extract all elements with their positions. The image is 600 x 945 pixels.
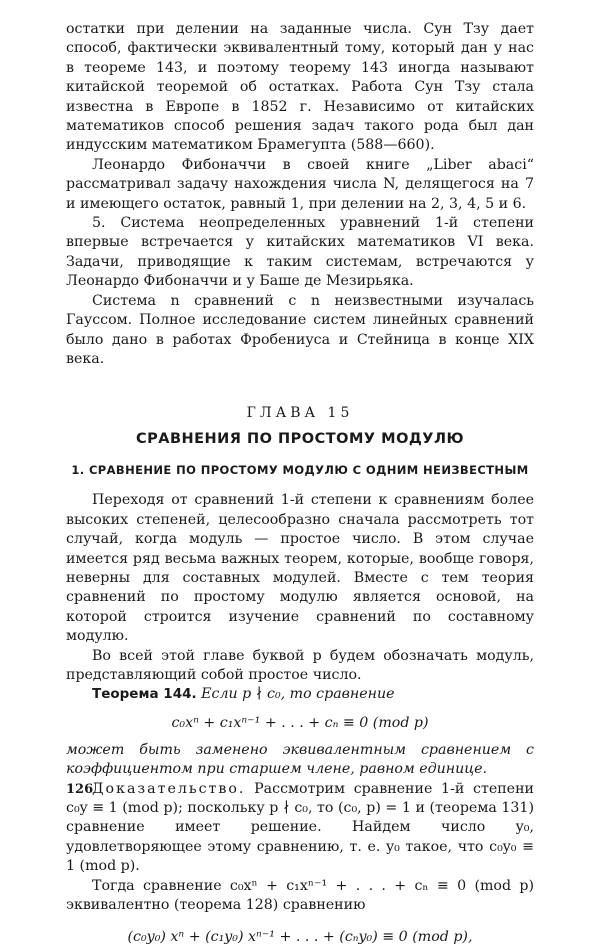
paragraph: остатки при делении на заданные числа. Сун Тзу дает способ, фактически эквивалентный тому, который дан у нас в теореме 143, и поэтому теорему 143 иногда называют китайской теоремой об остатках. Работа Сун Тзу стала известна в Европе в 1852 г. Независимо от китайских математиков способ решения задач такого рода был дан индусским математиком Брамегупта (588—660). <box>66 21 534 154</box>
paragraph: 5. Система неопределенных уравнений 1-й степени впервые встречается у китайских математиков VI века. Задачи, приводящие к таким системам, встречаются у Леонардо Фибоначчи и у Баше де Мезирьяка. <box>66 215 534 290</box>
formula-congruence: c₀xⁿ + c₁xⁿ⁻¹ + . . . + cₙ ≡ 0 (mod p) <box>171 714 429 731</box>
paragraph: Система n сравнений с n неизвестными изучалась Гауссом. Полное исследование систем линейных сравнений было дано в работах Фробениуса и Стейница в конце XIX века. <box>66 292 534 367</box>
proof-paragraph <box>66 780 534 877</box>
paragraph: Переходя от сравнений 1-й степени к сравнениям более высоких степеней, целесообразно сначала рассмотреть тот случай, когда модуль — простое число. В этом случае имеется ряд весьма важных теорем, которые, вообще говоря, неверны для составных модулей. Вместе с тем теория сравнений по простому модулю является основой, на которой строится изучение сравнений по составному модулю. <box>66 492 534 645</box>
paragraph: Во всей этой главе буквой p будем обозначать модуль, представляющий собой простое число. <box>66 647 534 683</box>
theorem-statement <box>66 685 534 704</box>
theorem-heading: Теорема 144. <box>92 686 197 703</box>
paragraph: Леонардо Фибоначчи в своей книге „Liber abaci“ рассматривал задачу нахождения числа N, делящегося на 7 и имеющего остаток, равный 1, при делении на 2, 3, 4, 5 и 6. <box>66 156 534 212</box>
proof-label: Доказательство. <box>92 780 246 797</box>
formula-equivalent: (c₀y₀) xⁿ + (c₁y₀) xⁿ⁻¹ + . . . + (cₙy₀) ≡ 0 (mod p), <box>127 929 473 945</box>
chapter-label: ГЛАВА 15 <box>246 405 354 422</box>
theorem-conclusion: может быть заменено эквивалентным сравнением с коэффициентом при старшем члене, равном единице. <box>66 741 534 778</box>
theorem-condition: Если p ∤ c₀, то сравнение <box>201 686 395 703</box>
proof-text: Рассмотрим сравнение 1-й степени c₀y ≡ 1 (mod p); поскольку p ∤ c₀, то (c₀, p) = 1 и (теорема 131) сравнение имеет решение. Найдем число y₀, удовлетворяющее этому сравнению, т. е. y₀ такое, что c₀y₀ ≡ 1 (mod p). <box>66 780 534 875</box>
paragraph: Тогда сравнение c₀xⁿ + c₁xⁿ⁻¹ + . . . + cₙ ≡ 0 (mod p) эквивалентно (теорема 128) сравнению <box>66 877 534 914</box>
section-title: 1. СРАВНЕНИЕ ПО ПРОСТОМУ МОДУЛЮ С ОДНИМ НЕИЗВЕСТНЫМ <box>71 463 529 478</box>
page-number: 126 <box>66 782 94 797</box>
chapter-title: СРАВНЕНИЯ ПО ПРОСТОМУ МОДУЛЮ <box>135 431 465 448</box>
